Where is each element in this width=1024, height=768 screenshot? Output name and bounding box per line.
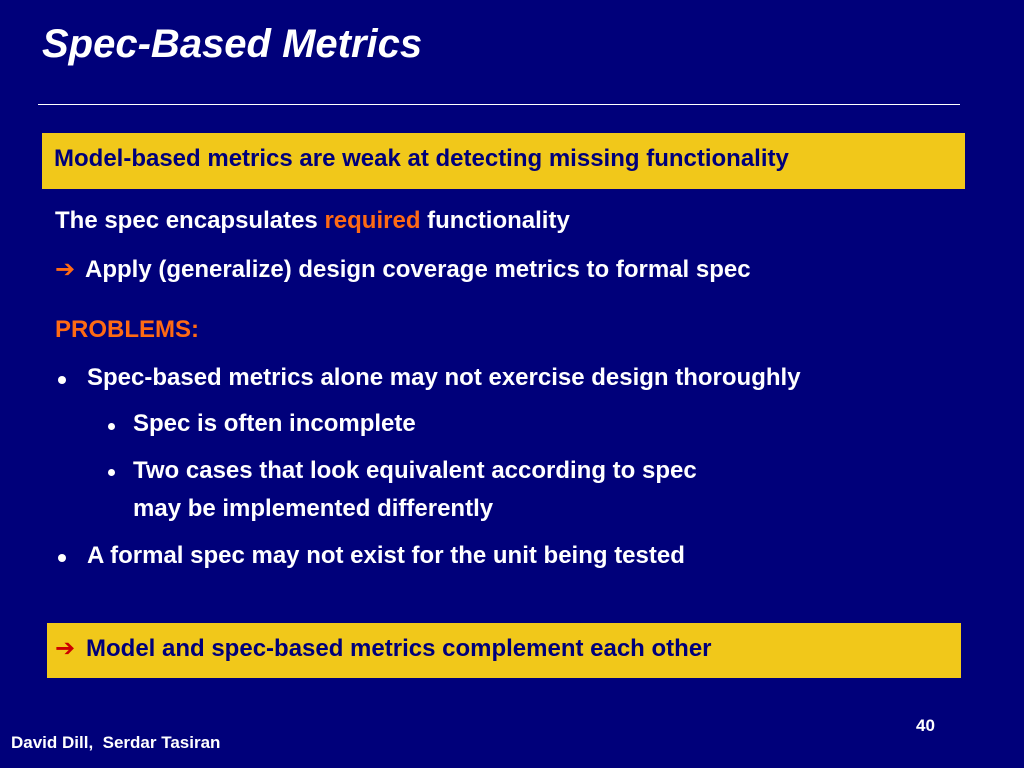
spec-line-after: functionality xyxy=(420,207,570,234)
sub-bullet-dot-icon xyxy=(108,423,115,430)
sub-bullet-item: Two cases that look equivalent according to spec xyxy=(133,457,697,484)
sub-bullet-dot-icon xyxy=(108,469,115,476)
footer-authors: David Dill, Serdar Tasiran xyxy=(11,733,221,752)
sub-bullet-item: Spec is often incomplete xyxy=(133,410,416,437)
page-number: 40 xyxy=(916,716,935,735)
bullet-item: A formal spec may not exist for the unit being tested xyxy=(87,542,685,569)
spec-line-before: The spec encapsulates xyxy=(55,207,325,234)
bottom-callout-box xyxy=(47,623,961,678)
bullet-dot-icon xyxy=(58,554,66,562)
problems-heading: PROBLEMS: xyxy=(55,316,199,343)
apply-line xyxy=(55,255,751,284)
sub-bullet-continuation: may be implemented differently xyxy=(133,495,494,522)
bottom-callout-line xyxy=(55,634,712,663)
bullet-dot-icon xyxy=(58,376,66,384)
slide-title: Spec-Based Metrics xyxy=(42,22,423,66)
spec-line-highlight: required xyxy=(324,207,421,234)
bottom-callout-text: Model and spec-based metrics complement each other xyxy=(86,635,712,662)
right-arrow-icon: ➔ xyxy=(55,635,76,662)
apply-line-text: Apply (generalize) design coverage metrics to formal spec xyxy=(85,256,751,283)
bullet-item: Spec-based metrics alone may not exercise design thoroughly xyxy=(87,364,801,391)
top-callout-box xyxy=(42,133,965,189)
right-arrow-icon: ➔ xyxy=(55,256,76,283)
top-callout-text: Model-based metrics are weak at detecting missing functionality xyxy=(54,145,789,172)
title-divider xyxy=(38,104,960,105)
spec-encapsulates-line xyxy=(55,207,570,235)
